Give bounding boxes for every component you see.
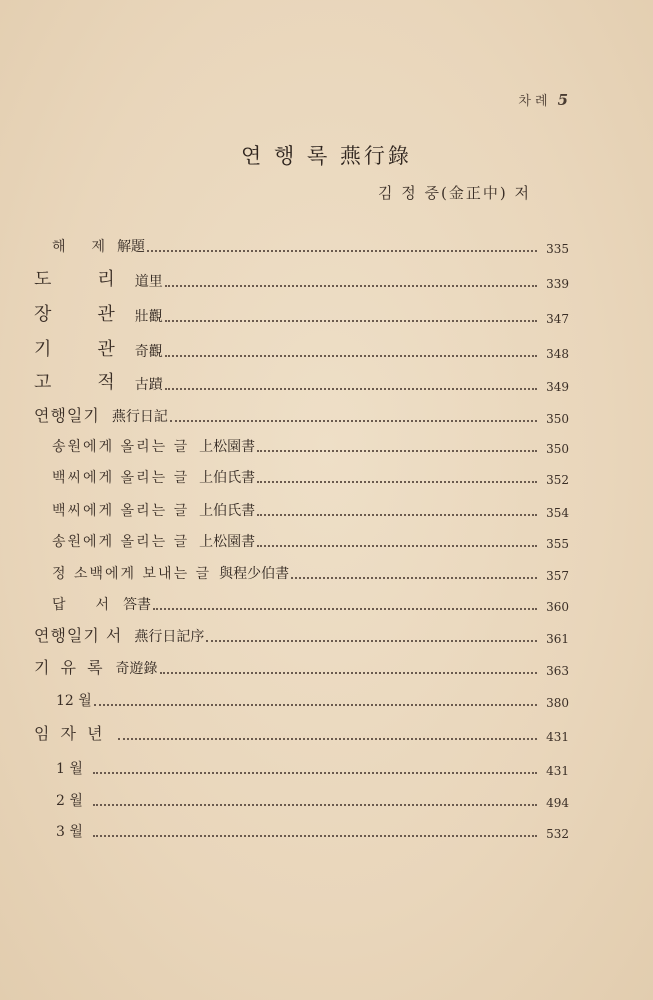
toc-entry-page: 431 xyxy=(546,730,569,744)
dot-leader xyxy=(93,803,537,806)
toc-entry-hanja: 古蹟 xyxy=(134,377,163,393)
toc-entry-hanja: 答書 xyxy=(123,597,152,613)
toc-entry xyxy=(0,624,653,646)
toc-entry-label: 백씨에게 올리는 글 xyxy=(52,503,190,519)
toc-entry-page: 352 xyxy=(546,473,569,487)
toc-entry xyxy=(0,339,653,361)
toc-entry-label: 1 월 xyxy=(56,761,83,777)
toc-entry-label: 송원에게 올리는 글 xyxy=(52,439,190,455)
toc-entry-hanja: 上松園書 xyxy=(199,534,256,550)
dot-leader xyxy=(118,737,537,740)
page-title: 연 행 록 燕行錄 xyxy=(241,144,412,168)
toc-entry xyxy=(0,561,653,583)
toc-entry-page: 361 xyxy=(546,632,569,646)
toc-entry-label: 정 소백에게 보내는 글 xyxy=(52,566,212,582)
toc-entry xyxy=(0,529,653,551)
toc-entry-page: 354 xyxy=(546,506,569,520)
toc-entry-page: 357 xyxy=(546,569,569,583)
toc-entry-hanja: 奇遊錄 xyxy=(115,661,158,677)
toc-entry-page: 532 xyxy=(546,827,569,841)
toc-entry-label: 백씨에게 올리는 글 xyxy=(52,470,190,486)
toc-entry-page: 335 xyxy=(546,242,569,256)
toc-entry-label: 12 월 xyxy=(56,693,92,709)
toc-entry-label: 연행일기 서 xyxy=(34,626,123,645)
toc-entry-hanja: 上松園書 xyxy=(199,439,256,455)
toc-entry-page: 339 xyxy=(546,277,569,291)
toc-entry xyxy=(0,404,653,426)
toc-entry xyxy=(0,498,653,520)
toc-entry-label: 답 서 xyxy=(52,597,118,613)
toc-entry xyxy=(0,788,653,810)
toc-entry-label: 3 월 xyxy=(56,824,83,840)
toc-entry-page: 355 xyxy=(546,537,569,551)
toc-entry-label: 송원에게 올리는 글 xyxy=(52,534,190,550)
toc-entry xyxy=(0,304,653,326)
toc-entry-page: 348 xyxy=(546,347,569,361)
dot-leader xyxy=(170,419,537,422)
toc-entry-label: 해 제 xyxy=(52,239,112,255)
toc-entry-page: 494 xyxy=(546,796,569,810)
dot-leader xyxy=(165,284,537,287)
toc-entry-label: 고 적 xyxy=(34,372,129,393)
toc-entry-label: 임 자 년 xyxy=(34,724,106,743)
toc-entry-page: 350 xyxy=(546,412,569,426)
toc-entry-page: 350 xyxy=(546,442,569,456)
toc-entry-hanja: 道里 xyxy=(134,274,163,290)
toc-entry-hanja: 燕行日記 xyxy=(111,409,168,425)
toc-entry-page: 380 xyxy=(546,696,569,710)
dot-leader xyxy=(93,771,537,774)
dot-leader xyxy=(206,639,537,642)
toc-entry-label: 연행일기 xyxy=(34,406,100,425)
dot-leader xyxy=(165,354,537,357)
toc-entry-page: 363 xyxy=(546,664,569,678)
toc-entry xyxy=(0,465,653,487)
toc-entry-hanja: 解題 xyxy=(117,239,146,255)
toc-entry-page: 431 xyxy=(546,764,569,778)
toc-entry-hanja: 奇觀 xyxy=(134,344,163,360)
toc-entry xyxy=(0,722,653,744)
toc-entry xyxy=(0,372,653,394)
toc-entry-hanja: 壯觀 xyxy=(134,309,163,325)
toc-entry-page: 347 xyxy=(546,312,569,326)
dot-leader xyxy=(153,607,537,610)
dot-leader xyxy=(165,387,537,390)
dot-leader xyxy=(257,480,537,483)
toc-entry xyxy=(0,656,653,678)
toc-entry xyxy=(0,756,653,778)
dot-leader xyxy=(160,671,537,674)
toc-entry-label: 기 유 록 xyxy=(34,658,106,677)
toc-entry-label: 도 리 xyxy=(34,269,129,290)
toc-entry xyxy=(0,688,653,710)
page-number: 5 xyxy=(557,91,568,109)
toc-entry-hanja: 與程少伯書 xyxy=(219,566,290,582)
running-head-label: 차 례 xyxy=(518,94,548,109)
toc-entry xyxy=(0,434,653,456)
dot-leader xyxy=(257,544,537,547)
toc-entry-hanja: 燕行日記序 xyxy=(134,629,205,645)
dot-leader xyxy=(94,703,537,706)
dot-leader xyxy=(147,249,537,252)
toc-entry xyxy=(0,234,653,256)
toc-entry-label: 2 월 xyxy=(56,793,83,809)
author-line: 김 정 중(金正中) 저 xyxy=(378,184,531,202)
toc-entry-page: 349 xyxy=(546,380,569,394)
toc-entry-label: 기 관 xyxy=(34,339,129,360)
dot-leader xyxy=(165,319,537,322)
dot-leader xyxy=(257,513,537,516)
toc-entry-hanja: 上伯氏書 xyxy=(199,503,256,519)
dot-leader xyxy=(291,576,537,579)
toc-entry xyxy=(0,819,653,841)
dot-leader xyxy=(93,834,537,837)
toc-entry xyxy=(0,592,653,614)
toc-entry xyxy=(0,269,653,291)
toc-entry-hanja: 上伯氏書 xyxy=(199,470,256,486)
toc-entry-page: 360 xyxy=(546,600,569,614)
dot-leader xyxy=(257,449,537,452)
toc-entry-label: 장 관 xyxy=(34,304,129,325)
